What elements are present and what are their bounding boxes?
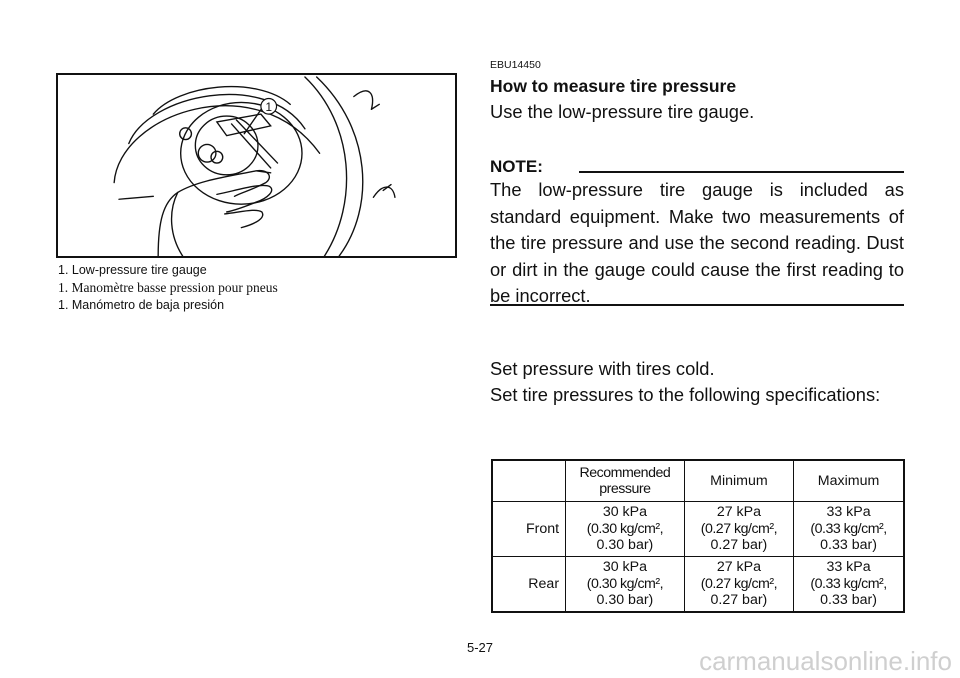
table-row [492, 502, 904, 557]
watermark: carmanualsonline.info [699, 646, 952, 676]
table-header-blank [492, 460, 566, 502]
figure-caption-french: 1. Manomètre basse pression pour pneus [58, 280, 278, 295]
value-kgcm2: (0.27 kg/cm², [700, 575, 778, 592]
value-bar: 0.27 bar) [710, 537, 768, 554]
table-header-row [492, 460, 904, 502]
front-recommended-cell [566, 502, 685, 557]
figure-caption-english: 1. Low-pressure tire gauge [58, 263, 207, 277]
value-kgcm2: (0.27 kg/cm², [700, 520, 778, 537]
value-bar: 0.27 bar) [710, 592, 768, 609]
tire-gauge-illustration [56, 73, 457, 258]
rear-recommended-cell [566, 557, 685, 613]
paragraph-specifications: Set tire pressures to the following specifications: [490, 384, 881, 405]
value-kpa: 27 kPa [716, 504, 761, 521]
figure-callout-number: 1 [265, 101, 272, 115]
value-bar: 0.33 bar) [820, 592, 877, 609]
note-text: The low-pressure tire gauge is included as standard equipment. Make two measurements of the tire pressure and use the second reading. Dust or dirt in the gauge could cause the first reading to be incorrect. [490, 179, 904, 306]
table-row [492, 557, 904, 613]
table-header-maximum: Maximum [794, 460, 904, 502]
value-kpa: 33 kPa [826, 504, 871, 521]
value-kpa: 30 kPa [602, 559, 647, 576]
value-bar: 0.33 bar) [820, 537, 877, 554]
table-header-minimum: Minimum [684, 460, 793, 502]
front-minimum-cell [684, 502, 793, 557]
table-header-recommended: Recommended pressure [566, 460, 685, 502]
value-kgcm2: (0.30 kg/cm², [586, 520, 664, 537]
note-top-rule [579, 171, 904, 173]
rear-maximum-cell [794, 557, 904, 613]
row-label-front: Front [492, 502, 566, 557]
row-label-rear: Rear [492, 557, 566, 613]
value-kpa: 27 kPa [716, 559, 761, 576]
tire-pressure-table [491, 459, 905, 613]
value-bar: 0.30 bar) [596, 592, 654, 609]
intro-text: Use the low-pressure tire gauge. [490, 101, 755, 122]
value-bar: 0.30 bar) [596, 537, 654, 554]
front-maximum-cell [794, 502, 904, 557]
page-number: 5-27 [466, 640, 494, 655]
paragraph-cold-tires: Set pressure with tires cold. [490, 358, 715, 379]
value-kgcm2: (0.30 kg/cm², [586, 575, 664, 592]
section-title: How to measure tire pressure [490, 76, 737, 96]
figure-caption-spanish: 1. Manómetro de baja presión [58, 298, 225, 312]
value-kpa: 30 kPa [602, 504, 647, 521]
note-label: NOTE: [490, 157, 543, 176]
section-code: EBU14450 [490, 59, 541, 71]
note-bottom-rule [490, 304, 904, 306]
rear-minimum-cell [684, 557, 793, 613]
value-kgcm2: (0.33 kg/cm², [810, 520, 887, 537]
value-kgcm2: (0.33 kg/cm², [810, 575, 887, 592]
value-kpa: 33 kPa [826, 559, 871, 576]
